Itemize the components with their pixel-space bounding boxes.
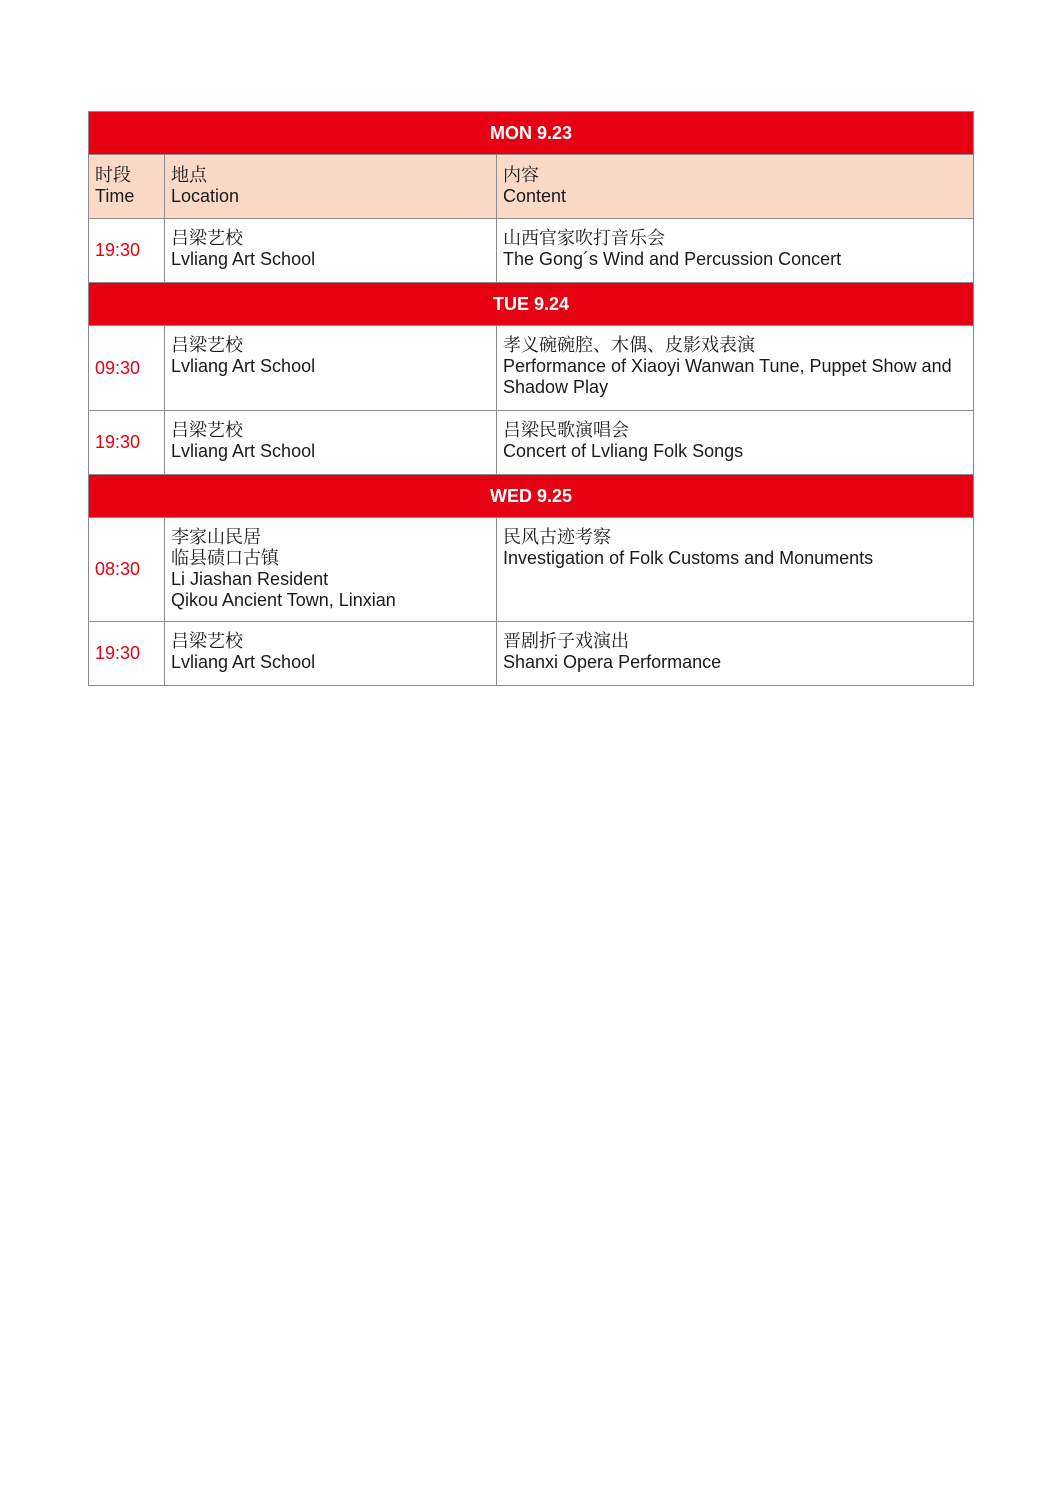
location-line: Li Jiashan Resident	[171, 569, 329, 589]
content-line: Investigation of Folk Customs and Monuments	[503, 548, 874, 568]
location-line: 李家山民居	[171, 527, 261, 547]
location-header-zh: 地点	[171, 165, 207, 185]
event-row	[89, 518, 974, 622]
content-line: 山西官家吹打音乐会	[503, 228, 665, 248]
location-line: 吕梁艺校	[171, 228, 243, 248]
content-line: 晋剧折子戏演出	[503, 631, 629, 651]
event-content	[497, 219, 974, 283]
day-label: WED 9.25	[89, 475, 974, 518]
content-header-zh: 内容	[503, 165, 539, 185]
location-line: Lvliang Art School	[171, 441, 316, 461]
time-header-en: Time	[95, 186, 135, 206]
event-content	[497, 622, 974, 686]
event-location	[165, 411, 497, 475]
event-time: 19:30	[89, 219, 165, 283]
event-location	[165, 219, 497, 283]
event-location	[165, 326, 497, 411]
content-line: 吕梁民歌演唱会	[503, 420, 629, 440]
event-content	[497, 326, 974, 411]
day-header-row	[89, 475, 974, 518]
location-line: 临县碛口古镇	[171, 548, 279, 568]
event-location	[165, 518, 497, 622]
day-header-row	[89, 112, 974, 155]
location-line: Lvliang Art School	[171, 356, 316, 376]
event-row	[89, 411, 974, 475]
location-line: 吕梁艺校	[171, 335, 243, 355]
column-header-row	[89, 155, 974, 219]
content-column-header	[497, 155, 974, 219]
schedule-table	[88, 111, 974, 686]
location-line: Qikou Ancient Town, Linxian	[171, 590, 396, 610]
event-time: 09:30	[89, 326, 165, 411]
content-line: 孝义碗碗腔、木偶、皮影戏表演	[503, 335, 755, 355]
event-row	[89, 326, 974, 411]
location-line: 吕梁艺校	[171, 420, 243, 440]
event-row	[89, 219, 974, 283]
location-line: Lvliang Art School	[171, 249, 316, 269]
content-line: Concert of Lvliang Folk Songs	[503, 441, 744, 461]
event-time: 19:30	[89, 622, 165, 686]
time-column-header	[89, 155, 165, 219]
event-row	[89, 622, 974, 686]
location-header-en: Location	[171, 186, 240, 206]
event-content	[497, 518, 974, 622]
event-location	[165, 622, 497, 686]
location-line: Lvliang Art School	[171, 652, 316, 672]
time-header-zh: 时段	[95, 165, 131, 185]
day-label: MON 9.23	[89, 112, 974, 155]
content-line: 民风古迹考察	[503, 527, 611, 547]
content-line: Shanxi Opera Performance	[503, 652, 722, 672]
location-column-header	[165, 155, 497, 219]
content-line: Performance of Xiaoyi Wanwan Tune, Puppet Show and Shadow Play	[503, 356, 952, 397]
day-label: TUE 9.24	[89, 283, 974, 326]
content-header-en: Content	[503, 186, 567, 206]
day-header-row	[89, 283, 974, 326]
event-time: 19:30	[89, 411, 165, 475]
event-content	[497, 411, 974, 475]
content-line: The Gong´s Wind and Percussion Concert	[503, 249, 842, 269]
event-time: 08:30	[89, 518, 165, 622]
location-line: 吕梁艺校	[171, 631, 243, 651]
